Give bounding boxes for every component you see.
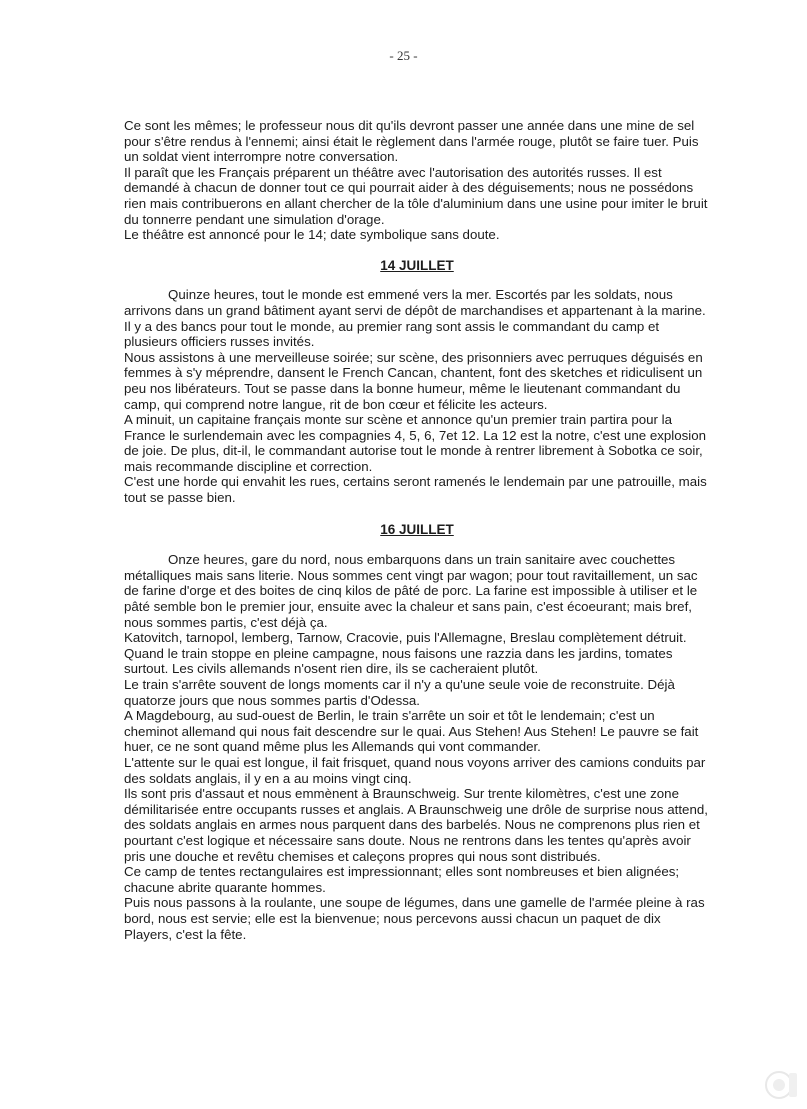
intro-paragraph: Le théâtre est annoncé pour le 14; date symbolique sans doute. xyxy=(124,227,500,243)
body-paragraph: Nous assistons à une merveilleuse soirée; sur scène, des prisonniers avec perruques déguisés en femmes à s'y méprendre, dansent le French Cancan, chantent, font des sketches et ridiculisent un peu nos libérateurs. Tout se passe dans la bonne humeur, même le lieutenant commandant du camp, qui comprend notre langue, rit de bon cœur et félicite les acteurs. xyxy=(124,349,703,412)
intro-paragraph: Ce sont les mêmes; le professeur nous dit qu'ils devront passer une année dans une mine de sel pour s'être rendus à l'ennemi; ainsi était le règlement dans l'armée rouge, plutôt se faire tuer. Puis un soldat vient interrompre notre conversation. xyxy=(124,118,699,165)
body-paragraph: C'est une horde qui envahit les rues, certains seront ramenés le lendemain par une patrouille, mais tout se passe bien. xyxy=(124,474,707,506)
body-paragraph: L'attente sur le quai est longue, il fait frisquet, quand nous voyons arriver des camions conduits par des soldats anglais, il y en a au moins vingt cinq. xyxy=(124,754,706,786)
section-heading-14-juillet: 14 JUILLET xyxy=(380,257,454,273)
body-paragraph: Le train s'arrête souvent de longs moments car il n'y a qu'une seule voie de reconstruite. Déjà quatorze jours que nous sommes partis d'Odessa. xyxy=(124,677,675,708)
body-paragraph: Katovitch, tarnopol, lemberg, Tarnow, Cracovie, puis l'Allemagne, Breslau complètement détruit. Quand le train stoppe en pleine campagne, nous faisons une razzia dans les jardins, tomates surtout. Les civils allemands n'osent rien dire, ils se cacheraient plutôt. xyxy=(124,630,687,677)
body-paragraph: Quinze heures, tout le monde est emmené vers la mer. Escortés par les soldats, nous arrivons dans un grand bâtiment ayant servi de dépôt de marchandises et appartenant à la marine. Il y a des bancs pour tout le monde, au premier rang sont assis le commandant du camp et plusieurs officiers russes invités. xyxy=(124,287,706,350)
page-number: - 25 - xyxy=(389,48,418,63)
body-paragraph: Ce camp de tentes rectangulaires est impressionnant; elles sont nombreuses et bien alignées; chacune abrite quarante hommes. xyxy=(124,864,680,895)
body-paragraph: A minuit, un capitaine français monte sur scène et annonce qu'un premier train partira pour la France le surlendemain avec les compagnies 4, 5, 6, 7et 12. La 12 est la notre, c'est une explosion de joie. De plus, dit-il, le commandant autorise tout le monde à rentrer librement à Sobotka ce soir, mais recommande discipline et correction. xyxy=(124,412,707,474)
body-paragraph: Puis nous passons à la roulante, une soupe de légumes, dans une gamelle de l'armée pleine à ras bord, nous est servie; elle est la bienvenue; nous percevons aussi chacun un paquet de dix Players, c'est la fête. xyxy=(124,895,705,942)
section-heading-16-juillet: 16 JUILLET xyxy=(380,521,454,537)
watermark-logo-icon xyxy=(763,1067,799,1103)
body-paragraph: Ils sont pris d'assaut et nous emmènent à Braunschweig. Sur trente kilomètres, c'est une zone démilitarisée entre occupants russes et anglais. A Braunschweig une drôle de surprise nous attend, des soldats anglais en armes nous parquent dans des barbelés. Nous ne comprenons plus rien et pourtant c'est logique et nécessaire sans doute. Nous ne rentrons dans les tentes qu'après avoir pris une douche et revêtu chemises et caleçons propres qui nous sont distribués. xyxy=(124,786,708,864)
intro-paragraph: Il paraît que les Français préparent un théâtre avec l'autorisation des autorités russes. Il est demandé à chacun de donner tout ce qui pourrait aider à des déguisements; nous ne possédons rien mais contribuerons en allant chercher de la tôle d'aluminium dans une usine pour imiter le bruit du tonnerre pendant une simulation d'orage. xyxy=(124,164,708,227)
body-paragraph: Onze heures, gare du nord, nous embarquons dans un train sanitaire avec couchettes métalliques mais sans literie. Nous sommes cent vingt par wagon; pour tout ravitaillement, un sac de farine d'orge et des boites de cinq kilos de pâté de porc. La farine est impossible à utiliser et le pâté semble bon le premier jour, ensuite avec la chaleur et sans pain, c'est écoeurant; mais bref, nous sommes partis, c'est déjà ça. xyxy=(124,552,698,630)
document-body xyxy=(124,118,710,942)
body-paragraph: A Magdebourg, au sud-ouest de Berlin, le train s'arrête un soir et tôt le lendemain; c'est un cheminot allemand qui nous fait descendre sur le quai. Aus Stehen! Aus Stehen! Le pauvre se fait huer, ce ne sont quand même plus les Allemands qui vont commander. xyxy=(124,708,699,755)
